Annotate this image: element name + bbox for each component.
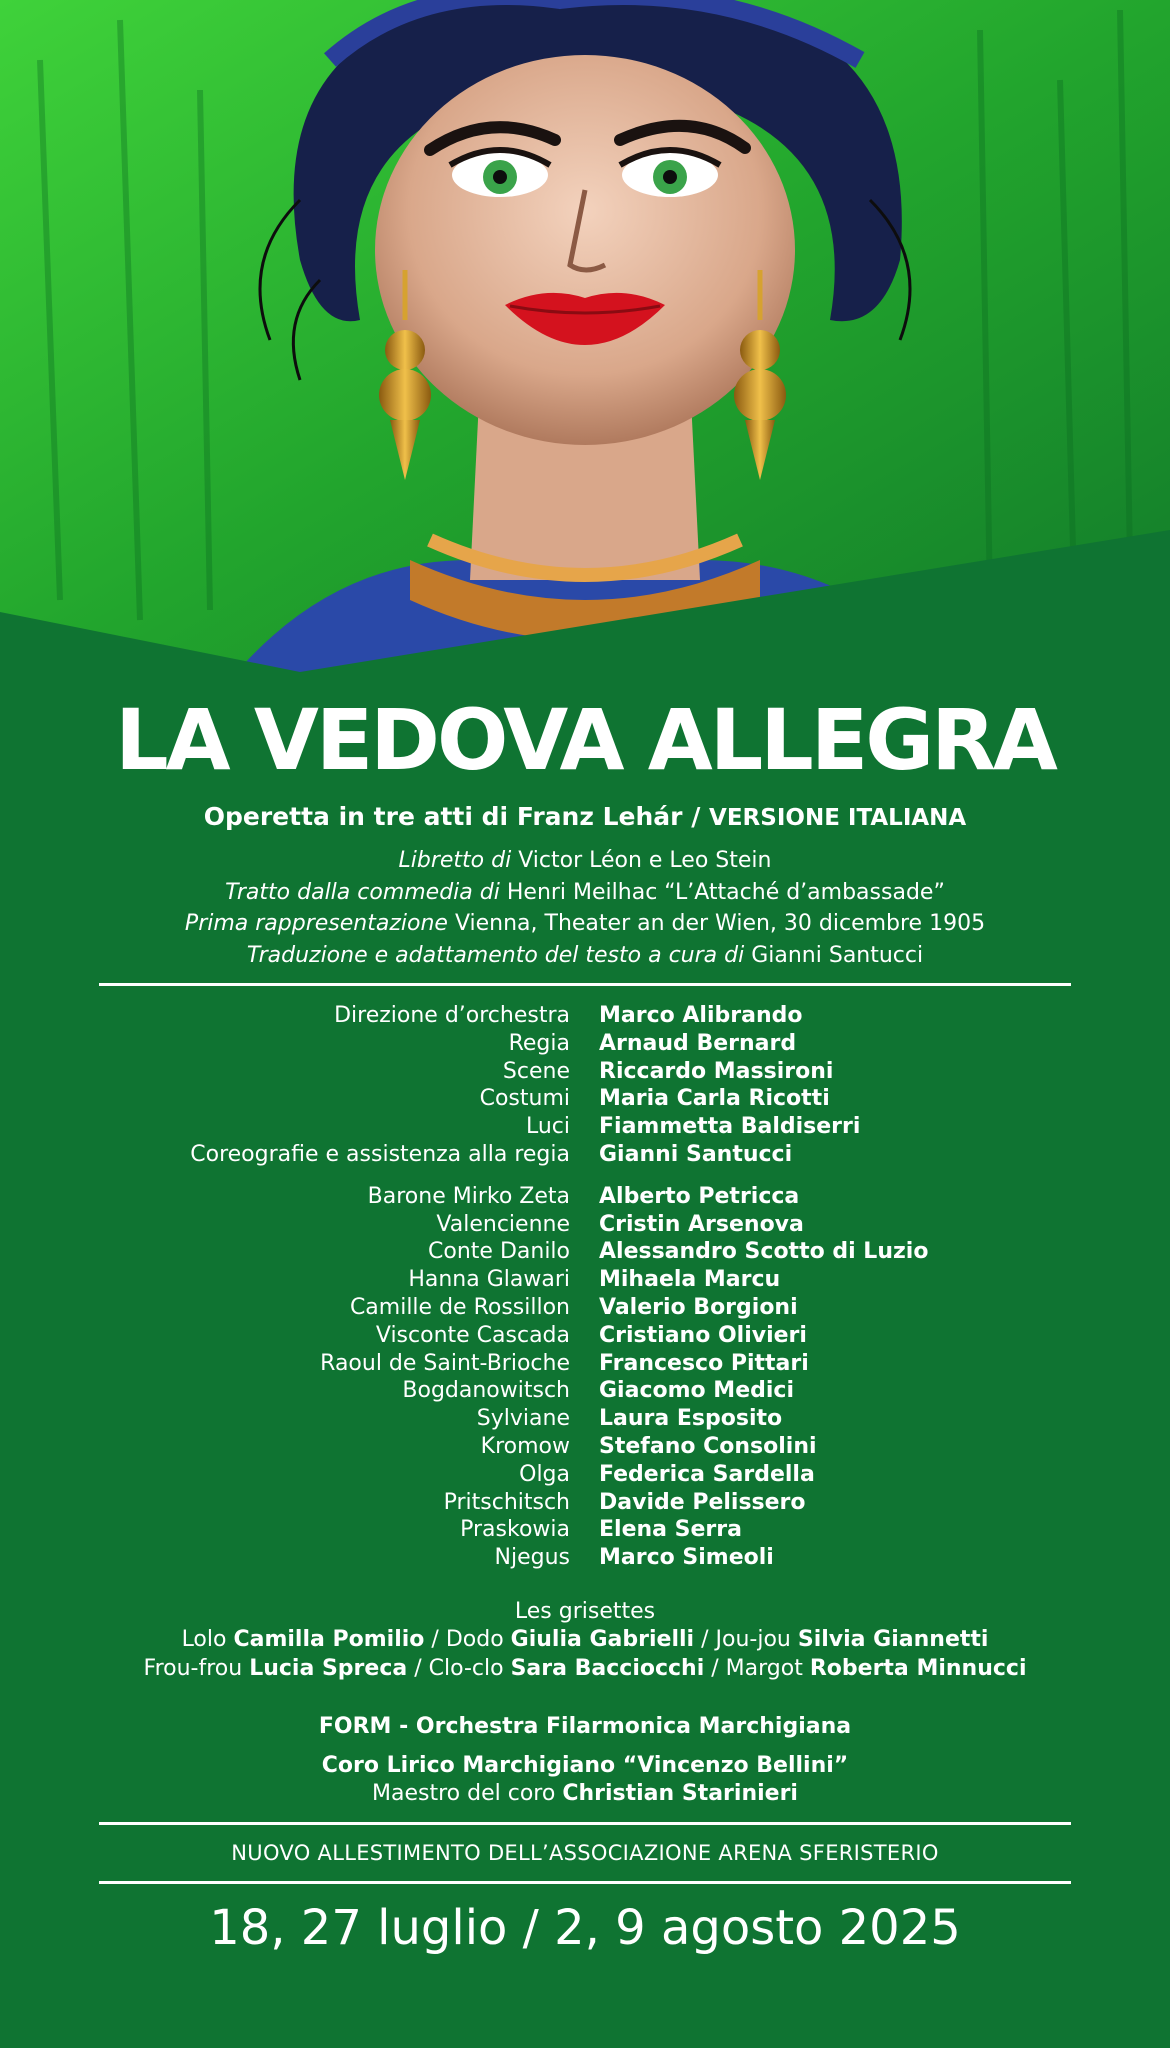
artist-name: Fiammetta Baldiserri	[599, 1114, 861, 1140]
table-row	[0, 1350, 1170, 1378]
artist-name: Marco Simeoli	[599, 1545, 774, 1571]
subtitle	[0, 800, 1170, 835]
role-label: Luci	[525, 1114, 570, 1140]
artist-name: Valerio Borgioni	[599, 1294, 798, 1320]
role-label: Frou-frou	[143, 1655, 243, 1681]
artist-name: Giacomo Medici	[599, 1378, 794, 1404]
artist-name: Marco Alibrando	[599, 1003, 803, 1028]
role-label: Kromow	[480, 1433, 570, 1459]
role-label: Bogdanowitsch	[402, 1378, 570, 1404]
artist-name: Lucia Spreca	[249, 1655, 408, 1681]
divider	[99, 1881, 1071, 1884]
role-label: Scene	[502, 1058, 570, 1084]
grisettes-heading: Les grisettes	[514, 1598, 656, 1624]
table-row	[0, 1322, 1170, 1350]
orchestra-name: FORM - Orchestra Filarmonica Marchigiana	[318, 1714, 852, 1740]
role-label: Pritschitsch	[443, 1489, 570, 1515]
artist-name: Francesco Pittari	[599, 1350, 809, 1376]
artist-name: Federica Sardella	[599, 1461, 815, 1487]
artist-name: Riccardo Massironi	[599, 1058, 834, 1084]
role-label: Valencienne	[436, 1211, 570, 1237]
role-label: Hanna Glawari	[408, 1267, 570, 1293]
role-label: Conte Danilo	[428, 1239, 570, 1265]
info-lines	[0, 845, 1170, 971]
artist-name: Alberto Petricca	[599, 1183, 800, 1209]
artist-name: Laura Esposito	[599, 1406, 783, 1432]
table-row	[0, 1294, 1170, 1322]
info-line-premiere	[0, 908, 1170, 940]
info-label: Tratto dalla commedia di	[225, 879, 500, 905]
poster-content	[0, 690, 1170, 1958]
table-row	[0, 1377, 1170, 1405]
table-row	[0, 1211, 1170, 1239]
info-label: Prima rappresentazione	[184, 911, 448, 936]
artist-name: Stefano Consolini	[599, 1433, 817, 1459]
role-label: Barone Mirko Zeta	[367, 1183, 570, 1209]
artist-name: Gianni Santucci	[599, 1141, 793, 1167]
info-value: Gianni Santucci	[751, 942, 924, 968]
divider	[99, 983, 1071, 986]
credits-table	[0, 1002, 1170, 1572]
artist-name: Cristin Arsenova	[599, 1211, 804, 1237]
role-label: Costumi	[479, 1086, 570, 1112]
artist-name: Mihaela Marcu	[599, 1267, 781, 1293]
table-row	[0, 1002, 1170, 1030]
artist-name: Arnaud Bernard	[599, 1030, 797, 1056]
page-title: LA VEDOVA ALLEGRA	[115, 691, 1055, 789]
artist-name: Alessandro Scotto di Luzio	[599, 1239, 929, 1265]
table-row	[0, 1405, 1170, 1433]
role-label: Visconte Cascada	[375, 1322, 570, 1348]
role-label: Coreografie e assistenza alla regia	[190, 1141, 570, 1167]
table-row	[0, 1461, 1170, 1489]
table-row	[0, 1433, 1170, 1461]
artist-name: Maria Carla Ricotti	[599, 1086, 830, 1112]
role-label: Praskowia	[460, 1517, 570, 1543]
role-label: Direzione d’orchestra	[334, 1003, 570, 1028]
role-label: Regia	[508, 1030, 570, 1056]
chorus-master	[0, 1780, 1170, 1808]
role-label: Dodo	[445, 1627, 504, 1653]
table-row	[0, 1544, 1170, 1572]
artist-name: Cristiano Olivieri	[599, 1322, 807, 1348]
role-label: Clo-clo	[428, 1655, 504, 1681]
info-value: Henri Meilhac “L’Attaché d’ambassade”	[506, 879, 945, 905]
artist-name: Sara Bacciocchi	[510, 1655, 705, 1681]
table-row	[0, 1113, 1170, 1141]
role-label: Camille de Rossillon	[349, 1294, 570, 1320]
artist-name: Elena Serra	[599, 1517, 742, 1543]
chorus-name: Coro Lirico Marchigiano “Vincenzo Bellini”	[321, 1753, 849, 1779]
role-label: Maestro del coro	[372, 1781, 556, 1807]
role-label: Jou-jou	[715, 1627, 791, 1653]
table-row	[0, 1085, 1170, 1113]
info-label: Libretto di	[398, 848, 512, 873]
info-line-translation	[0, 940, 1170, 972]
composer-name: Franz Lehár	[516, 802, 683, 831]
orchestra-section	[0, 1713, 1170, 1808]
role-label: Sylviane	[476, 1406, 570, 1432]
role-label: Lolo	[181, 1627, 227, 1653]
grisettes-line-1: Lolo Camilla Pomilio / Dodo Giulia Gabrielli / Jou-jou Silvia Giannetti	[181, 1627, 989, 1653]
subtitle-separator: /	[691, 802, 701, 831]
artist-name: Silvia Giannetti	[797, 1627, 989, 1653]
production-note: NUOVO ALLESTIMENTO DELL’ASSOCIAZIONE ARENA SFERISTERIO	[231, 1841, 939, 1866]
role-label: Raoul de Saint-Brioche	[320, 1350, 570, 1376]
table-row	[0, 1516, 1170, 1544]
role-label: Njegus	[494, 1545, 570, 1571]
table-row	[0, 1183, 1170, 1211]
portrait-woman-illustration	[0, 0, 1170, 680]
info-line-libretto	[0, 845, 1170, 877]
version-label: VERSIONE ITALIANA	[709, 805, 967, 831]
spacer	[0, 1169, 1170, 1183]
table-row	[0, 1058, 1170, 1086]
role-label: Olga	[519, 1461, 570, 1487]
performance-dates: 18, 27 luglio / 2, 9 agosto 2025	[209, 1900, 961, 1957]
artist-name: Giulia Gabrielli	[510, 1627, 695, 1653]
artist-name: Camilla Pomilio	[233, 1627, 425, 1653]
subtitle-prefix: Operetta in tre atti di	[203, 802, 509, 831]
grisettes-section	[0, 1598, 1170, 1684]
grisettes-line-2: Frou-frou Lucia Spreca / Clo-clo Sara Bacciocchi / Margot Roberta Minnucci	[143, 1655, 1027, 1681]
table-row	[0, 1238, 1170, 1266]
info-label: Traduzione e adattamento del testo a cura di	[246, 942, 745, 968]
role-label: Margot	[725, 1655, 803, 1681]
table-row	[0, 1141, 1170, 1169]
artist-name: Roberta Minnucci	[809, 1655, 1027, 1681]
info-line-source	[0, 877, 1170, 909]
info-value: Vienna, Theater an der Wien, 30 dicembre 1905	[454, 911, 986, 936]
table-row	[0, 1266, 1170, 1294]
artist-name: Christian Starinieri	[562, 1781, 798, 1807]
table-row	[0, 1489, 1170, 1517]
info-value: Victor Léon e Leo Stein	[518, 848, 772, 873]
table-row	[0, 1030, 1170, 1058]
artist-name: Davide Pelissero	[599, 1489, 806, 1515]
hero-illustration	[0, 0, 1170, 680]
